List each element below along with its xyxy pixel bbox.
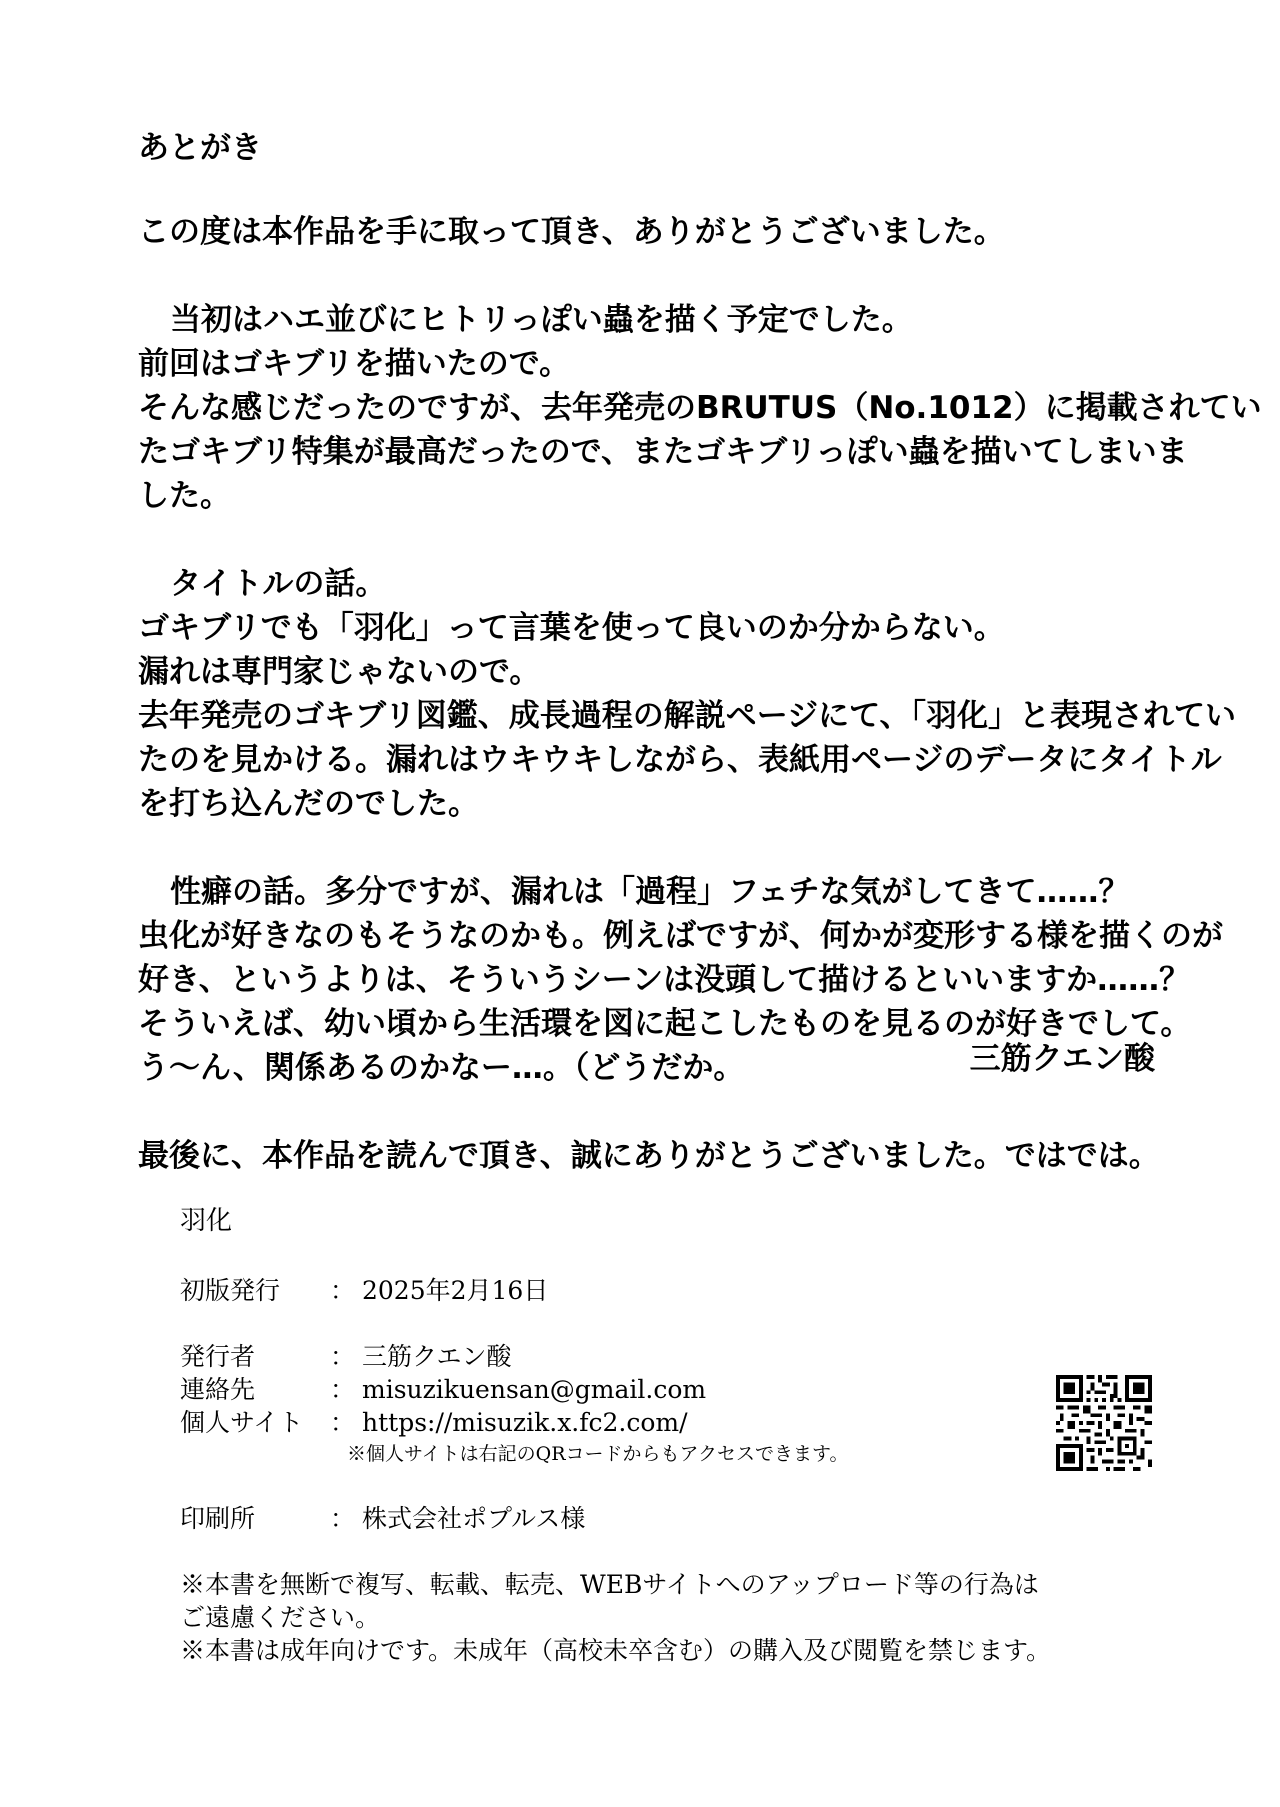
text-line: 漏れは専門家じゃないので。: [138, 654, 541, 690]
text-line: 前回はゴキブリを描いたので。: [138, 346, 571, 382]
paragraph-plan: [138, 298, 1262, 518]
text-line: を打ち込んだのでした。: [138, 786, 479, 822]
site-row: [180, 1406, 1080, 1439]
contact-email[interactable]: misuzikuensan@gmail.com: [362, 1375, 707, 1404]
first-edition-row: [180, 1274, 1080, 1307]
printer-row: [180, 1502, 1080, 1535]
closing-line: 最後に、本作品を読んで頂き、誠にありがとうございました。ではでは。: [138, 1138, 1160, 1174]
colophon-title: 羽化: [180, 1206, 233, 1236]
contact-row: [180, 1373, 1080, 1406]
printer-label: 印刷所: [180, 1504, 256, 1533]
printer-value: 株式会社ポプルス様: [362, 1504, 586, 1533]
text-line: 虫化が好きなのもそうなのかも。例えばですが、何かが変形する様を描くのが: [138, 918, 1223, 954]
text-line: たゴキブリ特集が最高だったので、またゴキブリっぽい蟲を描いてしまいま: [138, 434, 1188, 470]
publisher-label: 発行者: [180, 1342, 256, 1371]
separator: ：: [330, 1342, 356, 1371]
closing-paragraph: [138, 1134, 1158, 1178]
separator: ：: [330, 1276, 356, 1305]
text-line: そんな感じだったのですが、去年発売のBRUTUS（No.1012）に掲載されてい: [138, 390, 1262, 426]
text-line: 性癖の話。多分ですが、漏れは「過程」フェチな気がしてきて……？: [170, 874, 1130, 910]
text-line: たのを見かける。漏れはウキウキしながら、表紙用ページのデータにタイトル: [138, 742, 1222, 778]
paragraph-title: [138, 562, 1237, 826]
thanks-line: この度は本作品を手に取って頂き、ありがとうございました。: [138, 214, 1005, 250]
first-edition-value: 2025年2月16日: [362, 1276, 549, 1305]
text-line: 去年発売のゴキブリ図鑑、成長過程の解説ページにて、「羽化」と表現されてい: [138, 698, 1237, 734]
thanks-paragraph: [138, 210, 1158, 254]
site-url[interactable]: https://misuzik.x.fc2.com/: [362, 1408, 688, 1437]
qr-code-icon[interactable]: [1056, 1375, 1152, 1471]
text-line: う〜ん、関係あるのかなー…。（どうだか。: [138, 1050, 745, 1086]
text-line: ゴキブリでも「羽化」って言葉を使って良いのか分からない。: [138, 610, 1005, 646]
separator: ：: [330, 1408, 356, 1437]
afterword-heading: あとがき: [138, 130, 262, 166]
adult-warning-line: ※本書は成年向けです。未成年（高校未卒含む）の購入及び閲覧を禁じます。: [180, 1636, 1052, 1665]
text-line: タイトルの話。: [170, 566, 387, 602]
text-line: 当初はハエ並びにヒトリっぽい蟲を描く予定でした。: [170, 302, 913, 338]
colophon: [180, 1205, 1080, 1667]
copy-warning-line: ※本書を無断で複写、転載、転売、WEBサイトへのアップロード等の行為は: [180, 1570, 1039, 1599]
separator: ：: [330, 1375, 356, 1404]
text-line: 好き、というよりは、そういうシーンは没頭して描けるといいますか……？: [138, 962, 1191, 998]
contact-label: 連絡先: [180, 1375, 256, 1404]
author-signature: 三筋クエン酸: [969, 1041, 1155, 1077]
copy-warning-line: ご遠慮ください。: [180, 1603, 381, 1632]
separator: ：: [330, 1504, 356, 1533]
first-edition-label: 初版発行: [180, 1276, 281, 1305]
site-label: 個人サイト: [180, 1408, 304, 1437]
publisher-value: 三筋クエン酸: [362, 1342, 512, 1371]
publisher-row: [180, 1340, 1080, 1373]
site-note: ※個人サイトは右記のQRコードからもアクセスできます。: [347, 1443, 849, 1465]
text-line: そういえば、幼い頃から生活環を図に起こしたものを見るのが好きでして。: [138, 1006, 1192, 1042]
text-line: した。: [138, 478, 231, 514]
